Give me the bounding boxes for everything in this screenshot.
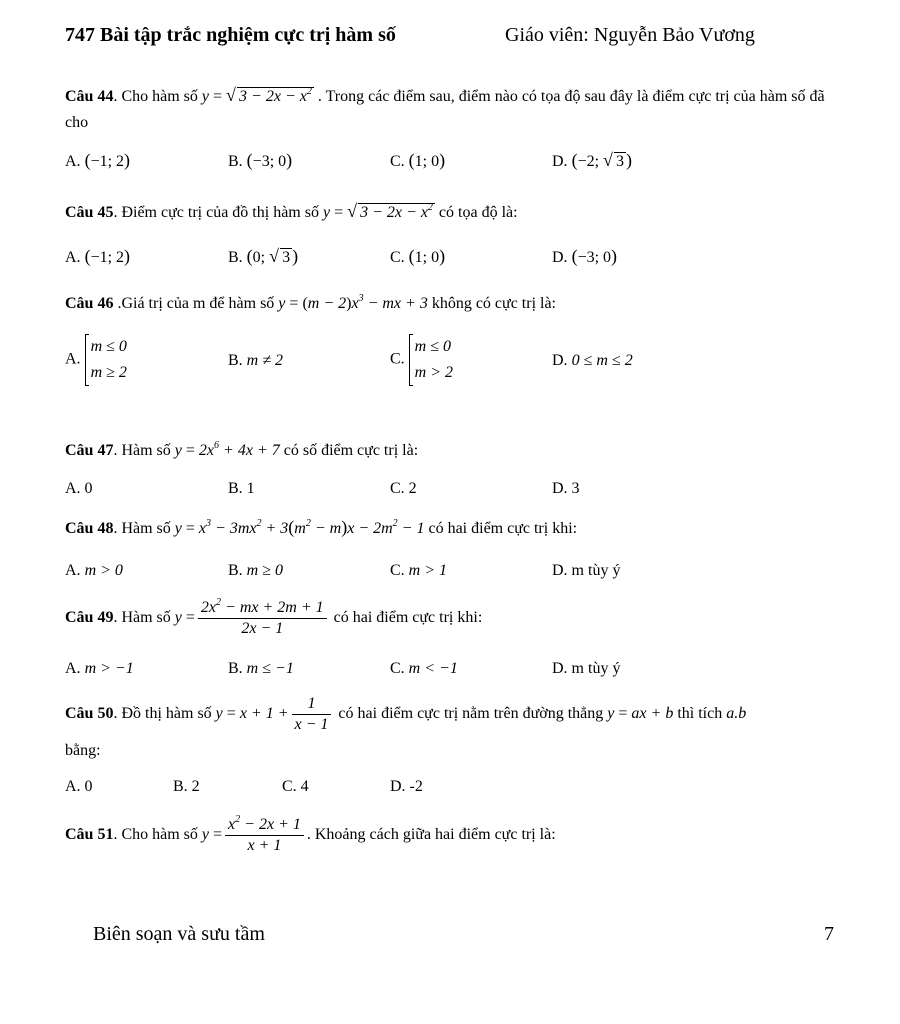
question-intro: . Cho hàm số [113, 88, 198, 105]
option-d[interactable]: D. (−3; 0) [552, 246, 618, 266]
function-formula: y = √ $3 - 2x - x^2$ [202, 88, 314, 105]
question-intro: . Hàm số [113, 609, 171, 627]
question-49 [65, 598, 482, 639]
question-label: Câu 46 [65, 295, 114, 312]
product-expression: a.b [726, 705, 747, 723]
option-a[interactable]: A. m > 0 [65, 562, 123, 579]
function-formula: $y = x^3 - 3mx^2 + 3(m^2 - m)x - 2m^2 - 1$ [174, 517, 425, 537]
question-47 [65, 441, 418, 461]
option-b[interactable]: B. m ≠ 2 [228, 352, 284, 369]
question-45 [65, 203, 518, 223]
question-text: có hai điểm cực trị nằm trên đường thẳng [338, 705, 604, 723]
option-c[interactable]: C. m < −1 [390, 660, 458, 677]
question-46 [65, 294, 556, 314]
option-d[interactable]: D. m tùy ý [552, 660, 621, 677]
question-intro: . Đồ thị hàm số [113, 705, 212, 723]
option-a[interactable]: A. 0 [65, 778, 93, 795]
option-b[interactable]: B. (0; √ 3 ) [228, 246, 298, 268]
function-formula: $y = 2x^6 + 4x + 7$ [174, 440, 280, 459]
option-c[interactable]: C. m ≤ 0 m > 2 [390, 334, 453, 386]
option-d[interactable]: D. m tùy ý [552, 562, 621, 579]
option-c[interactable]: C. 4 [282, 778, 309, 795]
teacher-name: Giáo viên: Nguyễn Bảo Vương [505, 24, 755, 46]
question-intro: . Hàm số [113, 520, 171, 537]
question-50 [65, 694, 746, 735]
question-50-continued: bằng: [65, 742, 101, 759]
option-a[interactable]: A. (−1; 2) [65, 246, 131, 266]
function-formula: y = x + 1 + $\frac{1}{x - 1}$ [216, 705, 335, 722]
document-title: 747 Bài tập trắc nghiệm cực trị hàm số [65, 24, 396, 46]
question-48 [65, 517, 577, 539]
question-label: Câu 50 [65, 705, 114, 723]
question-label: Câu 45 [65, 204, 114, 221]
question-intro: . Cho hàm số [113, 826, 198, 844]
question-text: . Trong các điểm sau, điểm nào có tọa độ sau đây là điểm cực trị của hàm số đã cho [65, 88, 825, 131]
question-text: có tọa độ là: [438, 204, 518, 221]
question-text: có hai điểm cực trị khi: [428, 520, 578, 537]
option-a[interactable]: A. m ≤ 0 m ≥ 2 [65, 334, 127, 386]
question-intro: .Giá trị của m để hàm số [113, 295, 275, 312]
function-formula: y = $\frac{x^2 - 2x + 1}{x + 1}$ [202, 826, 307, 843]
function-formula: y = $\frac{2x^2 - mx + 2m + 1}{2x - 1}$ [175, 609, 330, 626]
question-intro: . Điểm cực trị của đồ thị hàm số [113, 204, 319, 221]
option-b[interactable]: B. (−3; 0) [228, 150, 293, 170]
option-c[interactable]: C. m > 1 [390, 562, 448, 579]
page-number: 7 [824, 923, 834, 945]
question-label: Câu 48 [65, 520, 114, 537]
option-c[interactable]: C. (1; 0) [390, 246, 446, 266]
function-formula: y = √ $3 - 2x - x^2$ [323, 204, 435, 221]
question-label: Câu 51 [65, 826, 114, 844]
option-a[interactable]: A. 0 [65, 480, 93, 497]
question-intro: . Hàm số [113, 442, 171, 459]
option-a[interactable]: A. (−1; 2) [65, 150, 131, 170]
option-d[interactable]: D. (−2; √ 3 ) [552, 150, 632, 172]
option-b[interactable]: B. m ≥ 0 [228, 562, 284, 579]
question-text: có hai điểm cực trị khi: [333, 609, 483, 627]
question-text: không có cực trị là: [431, 295, 556, 312]
option-a[interactable]: A. m > −1 [65, 660, 134, 677]
option-b[interactable]: B. 2 [173, 778, 200, 795]
option-c[interactable]: C. 2 [390, 480, 417, 497]
function-formula: $y = (m - 2)x^3$ − mx + 3 [278, 293, 428, 312]
question-label: Câu 47 [65, 442, 114, 459]
option-d[interactable]: D. 3 [552, 480, 580, 497]
question-text: có số điểm cực trị là: [283, 442, 419, 459]
footer-text: Biên soạn và sưu tầm [93, 923, 265, 945]
option-d[interactable]: D. 0 ≤ m ≤ 2 [552, 352, 633, 369]
option-b[interactable]: B. 1 [228, 480, 255, 497]
line-formula: y = ax + b [607, 705, 674, 723]
question-label: Câu 44 [65, 88, 114, 105]
question-51 [65, 815, 556, 856]
option-d[interactable]: D. -2 [390, 778, 423, 795]
question-text-2: thì tích [677, 705, 723, 723]
option-c[interactable]: C. (1; 0) [390, 150, 446, 170]
option-b[interactable]: B. m ≤ −1 [228, 660, 294, 677]
question-text: . Khoảng cách giữa hai điểm cực trị là: [306, 826, 556, 844]
question-44 [65, 84, 840, 136]
question-label: Câu 49 [65, 609, 114, 627]
